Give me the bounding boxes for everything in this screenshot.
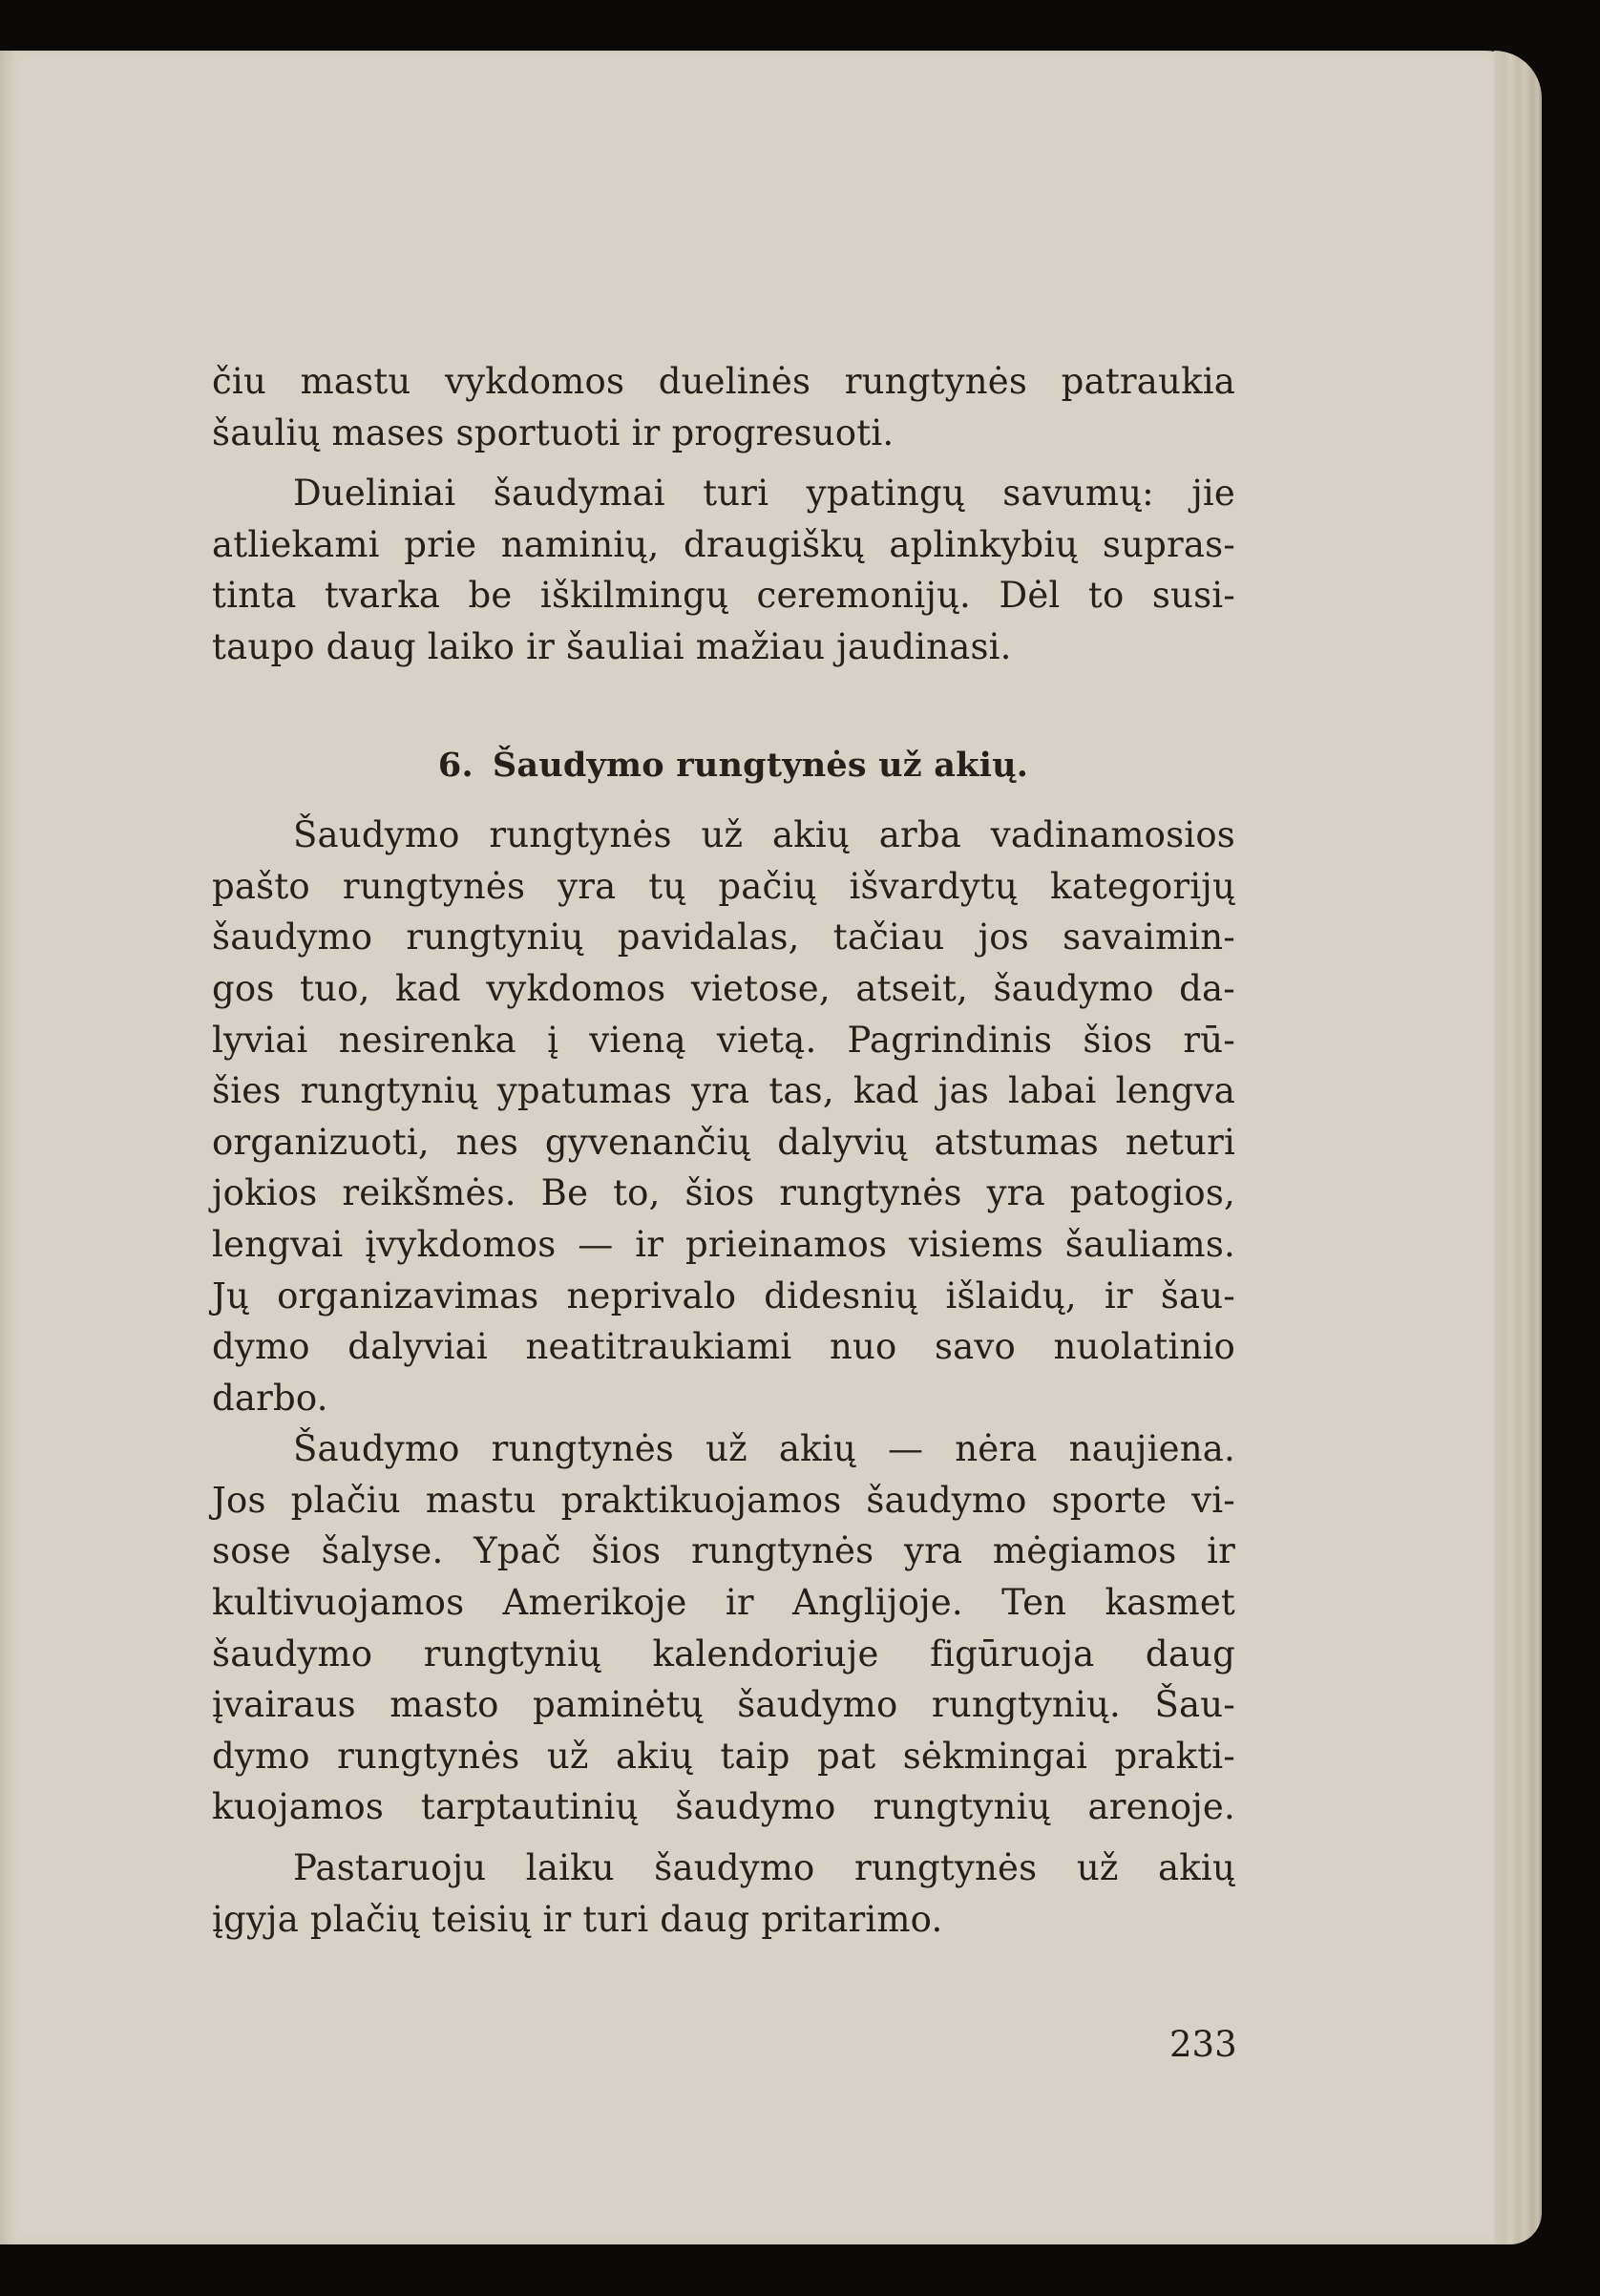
- paragraph-pastaruoju: [212, 1843, 1235, 1945]
- page-edge-stack: [1494, 51, 1542, 2244]
- paragraph-continuation: [212, 356, 1235, 458]
- text-line: Šaudymo rungtynės už akių arba vadinamosios: [293, 814, 1235, 856]
- text-line: Jų organizavimas neprivalo didesnių išlaidų, ir šau-: [212, 1274, 1235, 1317]
- text-line: kultivuojamos Amerikoje ir Anglijoje. Ten kasmet: [212, 1582, 1235, 1624]
- book-page: [0, 51, 1542, 2244]
- text-line: sose šalyse. Ypač šios rungtynės yra mėgiamos ir: [212, 1530, 1235, 1572]
- text-line: įvairaus masto paminėtų šaudymo rungtynių. Šau-: [212, 1684, 1235, 1726]
- section-heading: [212, 740, 1235, 791]
- text-line: šaulių mases sportuoti ir progresuoti.: [212, 411, 895, 453]
- text-line: šaudymo rungtynių kalendoriuje figūruoja daug: [212, 1632, 1235, 1675]
- page-body-text: [212, 356, 1235, 1945]
- text-line: lengvai įvykdomos — ir prieinamos visiems šauliams.: [212, 1223, 1235, 1265]
- text-line: taupo daug laiko ir šauliai mažiau jaudinasi.: [212, 625, 1012, 667]
- section-title: Šaudymo rungtynės už akių.: [492, 745, 1029, 785]
- text-line: Jos plačiu mastu praktikuojamos šaudymo sporte vi-: [212, 1479, 1235, 1521]
- text-line: Pastaruoju laiku šaudymo rungtynės už akių: [293, 1847, 1235, 1889]
- paragraph-nera-naujiena: [212, 1423, 1235, 1833]
- text-line: šaudymo rungtynių pavidalas, tačiau jos savaimin-: [212, 916, 1235, 958]
- text-line: organizuoti, nes gyvenančių dalyvių atstumas neturi: [212, 1121, 1235, 1163]
- text-line: kuojamos tarptautinių šaudymo rungtynių arenoje.: [212, 1786, 1235, 1828]
- text-line: įgyja plačių teisių ir turi daug pritarimo.: [212, 1898, 943, 1940]
- text-line: Dueliniai šaudymai turi ypatingų savumų: jie: [293, 473, 1235, 515]
- text-line: dymo dalyviai neatitraukiami nuo savo nuolatinio: [212, 1326, 1235, 1368]
- text-line: lyviai nesirenka į vieną vietą. Pagrindinis šios rū-: [212, 1019, 1235, 1061]
- text-line: šies rungtynių ypatumas yra tas, kad jas labai lengva: [212, 1070, 1235, 1112]
- text-line: dymo rungtynės už akių taip pat sėkmingai prakti-: [212, 1735, 1235, 1777]
- text-line: atliekami prie naminių, draugiškų aplinkybių supras-: [212, 523, 1235, 565]
- paragraph-uz-akiu: [212, 810, 1235, 1423]
- text-line: pašto rungtynės yra tų pačių išvardytų kategorijų: [212, 865, 1235, 907]
- text-line: jokios reikšmės. Be to, šios rungtynės yra patogios,: [212, 1172, 1235, 1214]
- paragraph-dueliniai: [212, 468, 1235, 672]
- page-number: 233: [1169, 2024, 1237, 2065]
- text-line: Šaudymo rungtynės už akių — nėra naujiena.: [293, 1428, 1235, 1470]
- section-number: 6.: [437, 745, 474, 785]
- text-line: čiu mastu vykdomos duelinės rungtynės patraukia: [212, 361, 1235, 402]
- text-line: darbo.: [212, 1377, 328, 1419]
- text-line: gos tuo, kad vykdomos vietose, atseit, šaudymo da-: [212, 967, 1235, 1009]
- text-line: tinta tvarka be iškilmingų ceremonijų. Dėl to susi-: [212, 575, 1235, 617]
